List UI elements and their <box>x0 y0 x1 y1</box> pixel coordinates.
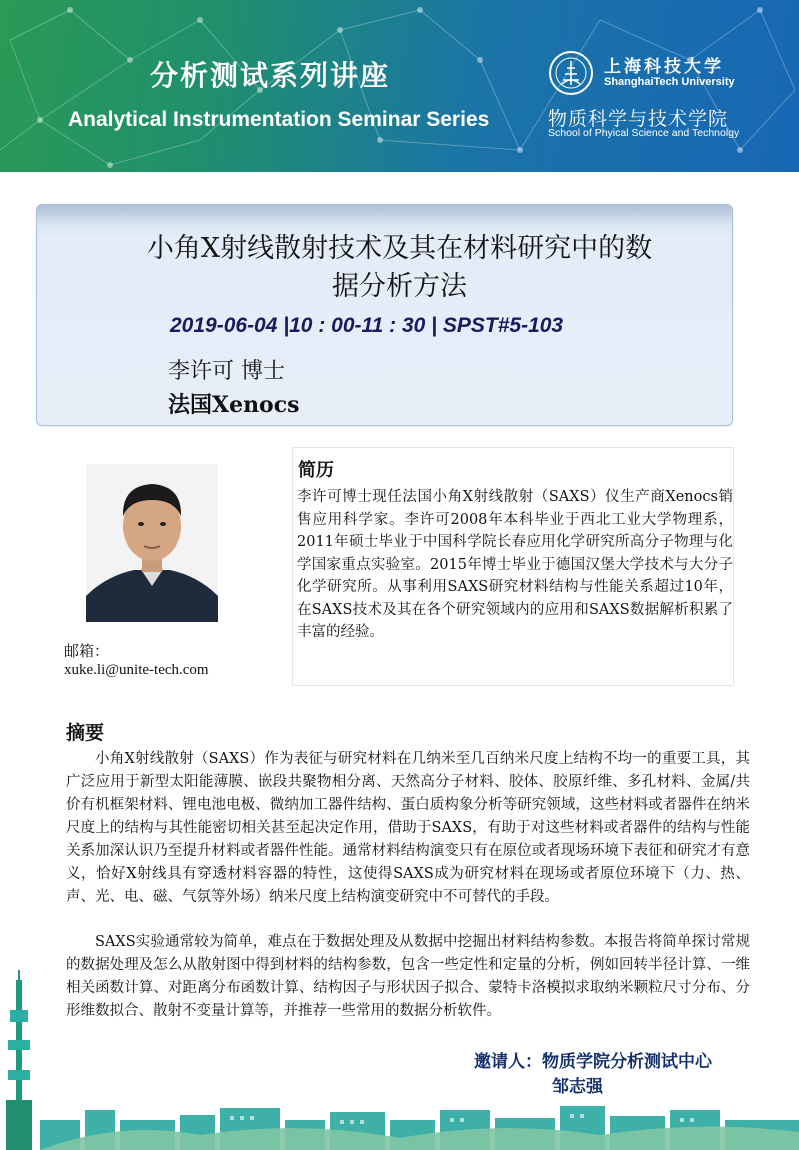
panel-topbar <box>37 205 732 225</box>
speaker-affiliation: 法国Xenocs <box>168 392 300 418</box>
bio-text: 李许可博士现任法国小角X射线散射（SAXS）仪生产商Xenocs销售应用科学家。李许可2008年本科毕业于西北工业大学物理系，2011年硕士毕业于中国科学院长春应用化学研究所高分子物理与化学国家重点实验室。2015年博士毕业于德国汉堡大学技术与大分子化学研究所。从事利用SAXS研究材料结构与性能关系超过10年，在SAXS技术及其在各个研究领域内的应用和SAXS数据解析积累了丰富的经验。 <box>297 489 733 640</box>
school-name-cn: 物质科学与技术学院 <box>548 108 729 130</box>
talk-date-time-venue: 2019-06-04 |10 : 00-11 : 30 | SPST#5-103 <box>170 314 564 337</box>
abstract-heading: 摘要 <box>66 722 105 744</box>
talk-title <box>0 230 799 306</box>
talk-title-line2: 据分析方法 <box>332 271 467 302</box>
tower-icon <box>6 970 32 1150</box>
series-title-cn: 分析测试系列讲座 <box>150 59 391 92</box>
inviter-label: 邀请人：物质学院分析测试中心 <box>474 1052 712 1072</box>
abstract-paragraph-2: SAXS实验通常较为简单，难点在于数据处理及从数据中挖掘出材料结构参数。本报告将简单探讨常规的数据处理及怎么从散射图中得到材料的结构参数，包含一些定性和定量的分析，例如回转半径计算、一维相关函数计算、对距离分布函数计算、结构因子与形状因子拟合、蒙特卡洛模拟求取纳米颗粒尺寸分布、分形维数拟合、散射不变量计算等，并推荐一些常用的数据分析软件。 <box>66 934 750 1019</box>
series-title-en: Analytical Instrumentation Seminar Series <box>68 108 490 131</box>
inviter-name: 邹志强 <box>552 1077 603 1097</box>
abstract-paragraph-1: 小角X射线散射（SAXS）作为表征与研究材料在几纳米至几百纳米尺度上结构不均一的重要工具，其广泛应用于新型太阳能薄膜、嵌段共聚物相分离、天然高分子材料、胶体、胶原纤维、多孔材料、金属/共价有机框架材料、锂电池电极、微纳加工器件结构、蛋白质构象分析等研究领域，这些材料或者器件在纳米尺度上的结构与其性能密切相关甚至起决定作用，借助于SAXS，有助于对这些材料或者器件的结构与性能关系加深认识乃至提升材料或者器件性能。通常材料结构演变只有在原位或者现场环境下表征和研究才有意义，恰好X射线具有穿透材料容器的特性，这使得SAXS成为研究材料在现场或者原位环境下（力、热、声、光、电、磁、气氛等外场）纳米尺度上结构演变研究中不可替代的手段。 <box>66 751 750 905</box>
email-address[interactable]: xuke.li@unite-tech.com <box>64 662 209 678</box>
university-seal-icon <box>548 50 594 96</box>
university-name-en: ShanghaiTech University <box>604 76 735 88</box>
email-label: 邮箱： <box>64 642 110 660</box>
speaker-photo <box>86 464 218 622</box>
university-name-cn: 上海科技大学 <box>604 57 724 77</box>
speaker-name: 李许可 博士 <box>168 359 285 384</box>
bio-heading: 简历 <box>298 460 334 481</box>
talk-title-line1: 小角X射线散射技术及其在材料研究中的数 <box>146 233 653 264</box>
header-banner <box>0 0 799 172</box>
school-name-en: School of Phyical Science and Technolgy <box>548 127 740 139</box>
